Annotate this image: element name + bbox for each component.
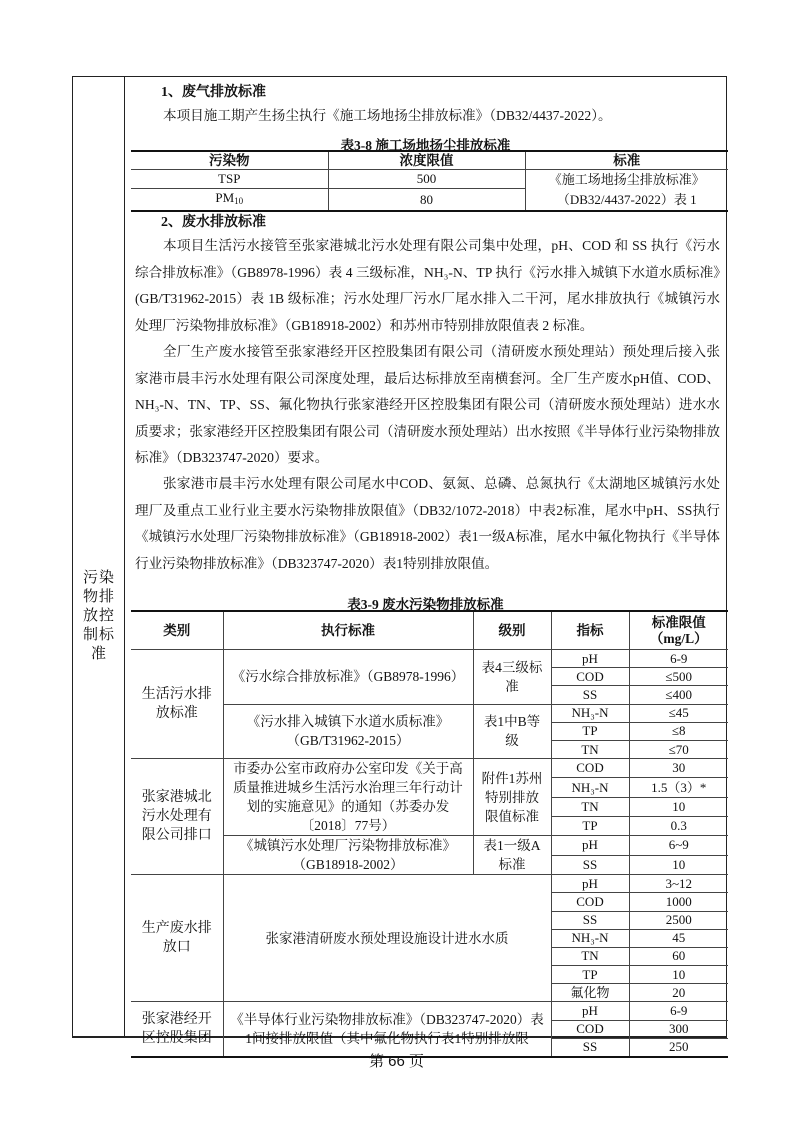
limit-value-cell: ≤45	[629, 704, 728, 722]
side-column	[73, 77, 125, 1036]
standard-cell: 市委办公室市政府办公室印发《关于高质量推进城乡生活污水治理三年行动计划的实施意见》的通知（苏委办发〔2018〕77号）	[223, 759, 473, 836]
standard-cell: 《污水排入城镇下水道水质标准》（GB/T31962-2015）	[223, 704, 473, 759]
indicator-cell: 氟化物	[551, 984, 629, 1002]
category-cell: 张家港城北污水处理有限公司排口	[131, 759, 223, 875]
indicator-cell: TP	[551, 966, 629, 984]
limit-value-cell: 0.3	[629, 816, 728, 835]
header-pollutant: 污染物	[131, 151, 328, 170]
header-standard: 标准	[525, 151, 728, 170]
indicator-cell: TP	[551, 816, 629, 835]
indicator-cell: NH₃-N	[551, 929, 629, 947]
standard-cell: 《污水综合排放标准》（GB8978-1996）	[223, 650, 473, 705]
table-row	[131, 170, 728, 189]
section2-paragraph-2: 全厂生产废水接管至张家港经开区控股集团有限公司（清研废水预处理站）预处理后接入张家港市晨丰污水处理有限公司深度处理，最后达标排放至南横套河。全厂生产废水pH值、COD、NH₃-N、TN、TP、SS、氟化物执行张家港经开区控股集团有限公司（清研废水预处理站）进水水质要求；张家港经开区控股集团有限公司（清研废水预处理站）出水按照《半导体行业污染物排放标准》（DB323747-2020）要求。	[135, 344, 720, 465]
standard-cell: 《城镇污水处理厂污染物排放标准》（GB18918-2002）	[223, 836, 473, 875]
limit-value-cell: 10	[629, 966, 728, 984]
limit-value-cell: 6~9	[629, 836, 728, 856]
table-header-row	[131, 611, 728, 650]
indicator-cell: pH	[551, 836, 629, 856]
wastewater-standard-table	[131, 610, 728, 1058]
indicator-cell: COD	[551, 759, 629, 778]
header-level: 级别	[473, 611, 551, 650]
indicator-cell: TP	[551, 722, 629, 740]
dust-standard-table	[131, 150, 728, 212]
table-row	[131, 759, 728, 778]
indicator-cell: SS	[551, 1038, 629, 1057]
indicator-cell: SS	[551, 911, 629, 929]
indicator-cell: pH	[551, 650, 629, 668]
standard-cell: 《施工场地扬尘排放标准》（DB32/4437-2022）表 1	[525, 170, 728, 212]
section2-paragraph-1: 本项目生活污水接管至张家港城北污水处理有限公司集中处理，pH、COD 和 SS 执行《污水综合排放标准》（GB8978-1996）表 4 三级标准，NH₃-N、TP 执行《污水排入城镇下水道水质标准》(GB/T31962-2015）表 1B 级标准；污水处理厂污水厂尾水排入二干河，尾水排放执行《城镇污水处理厂污染物排放标准》（GB18918-2002）和苏州市特别排放限值表 2 标准。	[135, 238, 720, 333]
section1-heading: 1、废气排放标准	[161, 85, 266, 100]
level-cell: 附件1苏州特别排放限值标准	[473, 759, 551, 836]
pollutant-cell: $PM_{10}$	[131, 189, 328, 211]
limit-cell: 500	[328, 170, 525, 189]
limit-value-cell: ≤500	[629, 668, 728, 686]
indicator-cell: COD	[551, 668, 629, 686]
level-cell: 表1中B等级	[473, 704, 551, 759]
limit-value-cell: 10	[629, 797, 728, 816]
standard-cell: 《半导体行业污染物排放标准》（DB323747-2020）表1间接排放限值（其中氟化物执行表1特别排放限	[223, 1002, 551, 1057]
indicator-cell: TN	[551, 740, 629, 758]
indicator-cell: COD	[551, 1020, 629, 1038]
pollutant-cell: TSP	[131, 170, 328, 189]
standard-cell: 张家港清研废水预处理设施设计进水水质	[223, 875, 551, 1002]
limit-value-cell: 1000	[629, 893, 728, 911]
category-cell: 生活污水排放标准	[131, 650, 223, 759]
limit-value-cell: 20	[629, 984, 728, 1002]
header-limit: 浓度限值	[328, 151, 525, 170]
limit-value-cell: 60	[629, 947, 728, 965]
content-column	[125, 77, 726, 1055]
header-limit: 标准限值（mg/L）	[629, 611, 728, 650]
table9-caption: 表3-9 废水污染物排放标准	[347, 597, 504, 612]
side-label: 污染物排放控制标准	[82, 570, 115, 662]
table-row	[131, 1002, 728, 1020]
limit-value-cell: 6-9	[629, 650, 728, 668]
limit-value-cell: ≤70	[629, 740, 728, 758]
page-number: 第 66 页	[368, 1053, 425, 1070]
limit-value-cell: 250	[629, 1038, 728, 1057]
limit-value-cell: 3~12	[629, 875, 728, 893]
header-standard: 执行标准	[223, 611, 473, 650]
limit-value-cell: 10	[629, 855, 728, 875]
header-category: 类别	[131, 611, 223, 650]
section2-paragraph-3: 张家港市晨丰污水处理有限公司尾水中COD、氨氮、总磷、总氮执行《太湖地区城镇污水处理厂及重点工业行业主要水污染物排放限值》（DB32/1072-2018）中表2标准，尾水中pH、SS执行《城镇污水处理厂污染物排放标准》（GB18918-2002）表1一级A标准，尾水中氟化物执行《半导体行业污染物排放标准》（DB323747-2020）表1特别排放限值。	[135, 476, 720, 571]
document-frame	[72, 76, 727, 1055]
limit-value-cell: 1.5（3）*	[629, 778, 728, 797]
table-header-row	[131, 151, 728, 170]
limit-value-cell: ≤8	[629, 722, 728, 740]
indicator-cell: SS	[551, 686, 629, 704]
limit-cell: 80	[328, 189, 525, 211]
section1-paragraph: 本项目施工期产生扬尘执行《施工场地扬尘排放标准》（DB32/4437-2022）。	[163, 108, 612, 123]
limit-value-cell: 45	[629, 929, 728, 947]
indicator-cell: TN	[551, 947, 629, 965]
indicator-cell: SS	[551, 855, 629, 875]
indicator-cell: pH	[551, 875, 629, 893]
level-cell: 表1一级A标准	[473, 836, 551, 875]
category-cell: 生产废水排放口	[131, 875, 223, 1002]
limit-value-cell: 6-9	[629, 1002, 728, 1020]
table8-caption: 表3-8 施工场地扬尘排放标准	[340, 138, 511, 153]
indicator-cell: NH₃-N	[551, 704, 629, 722]
limit-value-cell: 300	[629, 1020, 728, 1038]
indicator-cell: pH	[551, 1002, 629, 1020]
table-row	[131, 650, 728, 668]
indicator-cell: NH₃-N	[551, 778, 629, 797]
indicator-cell: COD	[551, 893, 629, 911]
category-cell: 张家港经开区控股集团	[131, 1002, 223, 1057]
limit-value-cell: 30	[629, 759, 728, 778]
limit-value-cell: 2500	[629, 911, 728, 929]
indicator-cell: TN	[551, 797, 629, 816]
section2-heading: 2、废水排放标准	[161, 215, 266, 230]
limit-value-cell: ≤400	[629, 686, 728, 704]
header-indicator: 指标	[551, 611, 629, 650]
level-cell: 表4三级标准	[473, 650, 551, 705]
table-row	[131, 875, 728, 893]
